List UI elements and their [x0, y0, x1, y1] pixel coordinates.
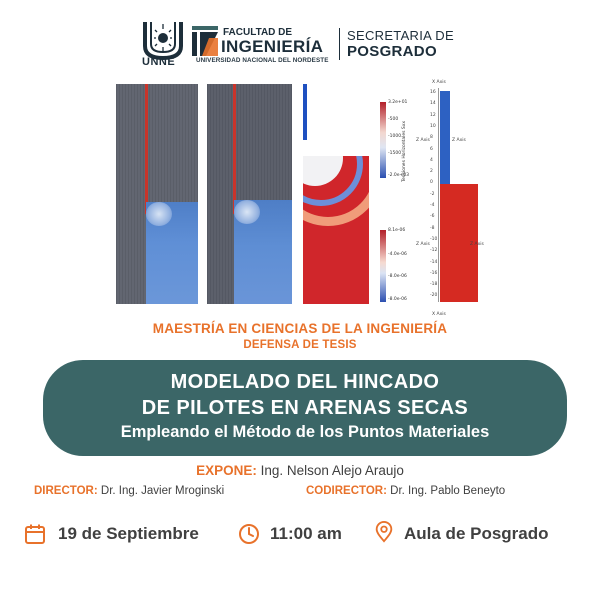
axis-tick-label: 0: [430, 180, 433, 186]
axis-tick-label: -10: [430, 236, 438, 242]
program-subtitle: DEFENSA DE TESIS: [243, 339, 357, 351]
axis-tick-label: -18: [430, 282, 438, 288]
director-row: [34, 485, 224, 497]
axis-tick-label: 6: [430, 146, 433, 152]
colorbar1-tick: -1000: [388, 134, 402, 139]
colorbar2-tick: -8.0e-06: [388, 274, 407, 279]
unne-label: UNNE: [142, 56, 176, 68]
axis-tick-label: -2: [430, 191, 435, 197]
axis-tick-label: 8: [430, 135, 433, 141]
colorbar1-tick: -500: [388, 117, 399, 122]
colorbar2-tick: 8.1e-06: [388, 228, 406, 233]
simulation-image-4: [412, 78, 492, 310]
axis-tick-label: 14: [430, 101, 436, 107]
axis-tick-label: -8: [430, 225, 435, 231]
program-title: MAESTRÍA EN CIENCIAS DE LA INGENIERÍA: [152, 321, 448, 336]
axis-tick-label: -16: [430, 270, 438, 276]
axis-tick-label: -6: [430, 214, 435, 220]
director-name: Dr. Ing. Javier Mroginski: [97, 485, 225, 497]
colorbar1-tick: -2.0e+03: [388, 173, 410, 178]
header-separator: [339, 28, 340, 60]
faculty-name: INGENIERÍA: [221, 37, 324, 56]
colorbar2-tick: -8.0e-06: [388, 297, 407, 302]
director-label: DIRECTOR:: [34, 485, 98, 497]
axis-tick-label: 12: [430, 112, 436, 118]
axis-label: Z Axis: [416, 242, 430, 247]
axis-tick-label: 2: [430, 169, 433, 175]
axis-label: Z Axis: [452, 138, 466, 143]
axis-label: X Axis: [432, 312, 446, 317]
codirector-name: Dr. Ing. Pablo Beneyto: [386, 485, 506, 497]
university-name: UNIVERSIDAD NACIONAL DEL NORDESTE: [196, 57, 329, 64]
calendar-icon: [24, 523, 46, 545]
colorbar-1: [380, 102, 386, 178]
faculty-logo-icon: [192, 26, 218, 56]
thesis-subtitle: Empleando el Método de los Puntos Materiales: [120, 423, 490, 441]
axis-tick-label: -14: [430, 259, 438, 265]
axis-label: Z Axis: [416, 138, 430, 143]
simulation-image-1: [116, 84, 198, 304]
simulation-image-3: [303, 84, 369, 304]
presenter-name: Ing. Nelson Alejo Araujo: [256, 463, 404, 478]
colorbar1-title: Tensiones Horizontales Sxx: [402, 120, 407, 182]
axis-tick-label: -12: [430, 248, 438, 254]
simulation-image-2: [207, 84, 292, 304]
clock-icon: [238, 523, 260, 545]
axis-label: Z Axis: [470, 242, 484, 247]
faculty-line1: FACULTAD DE: [223, 27, 293, 38]
colorbar2-tick: -4.0e-06: [388, 252, 407, 257]
secretaria-name: POSGRADO: [347, 43, 437, 60]
event-date: 19 de Septiembre: [58, 524, 199, 543]
codirector-label: CODIRECTOR:: [306, 485, 387, 497]
event-time: 11:00 am: [270, 524, 342, 543]
axis-tick-label: 10: [430, 123, 436, 129]
event-place: Aula de Posgrado: [404, 524, 549, 543]
presenter-label: EXPONE:: [196, 463, 257, 478]
axis-tick-label: 4: [430, 157, 433, 163]
thesis-title-line2: DE PILOTES EN ARENAS SECAS: [141, 397, 469, 419]
colorbar1-tick: -1500: [388, 151, 402, 156]
axis-tick-label: -4: [430, 203, 435, 208]
location-icon: [373, 521, 395, 543]
thesis-title-line1: MODELADO DEL HINCADO: [170, 371, 440, 393]
axis-tick-label: 16: [430, 90, 436, 95]
colorbar-2: [380, 230, 386, 302]
colorbar1-tick: 3.2e+01: [388, 100, 408, 105]
axis-label: X Axis: [432, 80, 446, 85]
axis-tick-label: -20: [430, 293, 438, 299]
presenter-row: [0, 463, 600, 478]
codirector-row: [306, 485, 505, 497]
secretaria-line1: SECRETARIA DE: [347, 28, 454, 43]
